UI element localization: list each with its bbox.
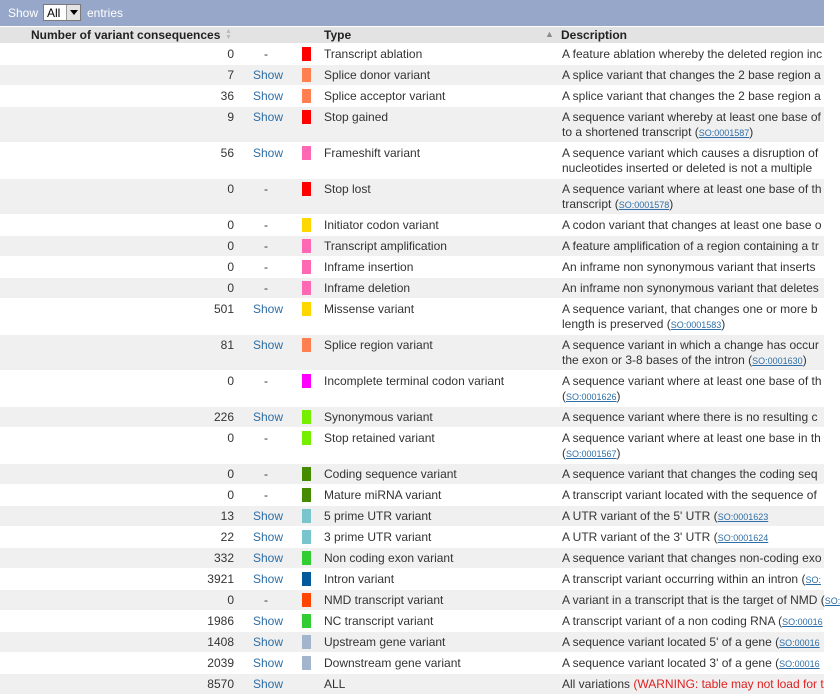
description-text: A sequence variant where there is no resulting c [562,410,818,424]
empty-link-placeholder: - [264,218,268,232]
description-text: A splice variant that changes the 2 base region a [562,89,821,103]
description-text: A feature ablation whereby the deleted region inc [562,47,823,61]
consequence-count: 0 [227,239,234,253]
entries-select[interactable] [43,4,81,21]
show-link[interactable]: Show [253,110,284,124]
description-text: An inframe non synonymous variant that inserts [562,260,816,274]
consequence-count: 501 [213,302,234,316]
so-term-link[interactable]: SO:0001587 [698,128,750,138]
consequence-description: A sequence variant located 3' of a gene (SO:00016 [562,656,820,670]
consequence-color-swatch [302,593,311,607]
table-row [0,569,824,590]
consequence-type: Stop retained variant [324,431,435,445]
show-link[interactable]: Show [253,677,284,691]
description-text: A transcript variant located with the sequence of [562,488,817,502]
consequence-type: Transcript ablation [324,47,423,61]
consequence-description [562,47,822,62]
consequence-color-swatch [302,488,311,502]
empty-link-placeholder: - [264,467,268,481]
table-row [0,590,840,611]
description-text: An inframe non synonymous variant that deletes [562,281,819,295]
consequence-type: Splice acceptor variant [324,89,446,103]
consequence-count: 9 [227,110,234,124]
table-row [0,86,824,107]
consequence-description [562,260,815,275]
consequence-description: A transcript variant of a non coding RNA (SO:00016 [562,614,823,628]
consequence-count: 0 [227,593,234,607]
consequence-count: 332 [213,551,234,565]
empty-link-placeholder: - [264,488,268,502]
show-link[interactable]: Show [253,410,284,424]
empty-link-placeholder: - [264,182,268,196]
header-description[interactable]: Description [561,28,628,42]
description-text: A UTR variant of the 5' UTR [562,509,711,523]
consequence-count: 36 [220,89,234,103]
consequence-count: 81 [220,338,234,352]
consequence-type: Splice donor variant [324,68,431,82]
show-link[interactable]: Show [253,509,284,523]
table-row [0,257,824,278]
sort-ascending-icon[interactable]: ▲ [545,29,554,39]
show-link[interactable]: Show [253,635,284,649]
table-row [0,44,824,65]
header-count[interactable]: Number of variant consequences [31,28,221,42]
so-term-link[interactable]: SO: [824,596,840,606]
consequence-type: Stop gained [324,110,389,124]
so-term-link[interactable]: SO:00016 [779,659,820,669]
description-text: A codon variant that changes at least one base o [562,218,822,232]
consequence-color-swatch [302,338,311,352]
consequence-count: 8570 [207,677,234,691]
show-link[interactable]: Show [253,302,284,316]
table-row [0,674,824,695]
consequence-type: Mature miRNA variant [324,488,442,502]
so-term-link[interactable]: SO:00016 [782,617,823,627]
description-text-continued: transcript [562,197,612,211]
consequence-count: 0 [227,374,234,388]
table-row [0,215,824,236]
consequence-type: 5 prime UTR variant [324,509,432,523]
so-term-link[interactable]: SO:0001567 [566,449,617,459]
show-link[interactable]: Show [253,572,284,586]
show-link[interactable]: Show [253,551,284,565]
description-text-continued: the exon or 3-8 bases of the intron [562,353,745,367]
consequence-color-swatch [302,146,311,160]
consequence-type: Inframe deletion [324,281,411,295]
consequence-color-swatch [302,302,311,316]
description-text: A variant in a transcript that is the target of NMD [562,593,818,607]
table-row [0,632,824,653]
consequence-description [562,239,819,254]
table-row [0,506,824,527]
empty-link-placeholder: - [264,431,268,445]
consequence-description [562,677,824,692]
consequence-count: 0 [227,431,234,445]
consequence-count: 0 [227,47,234,61]
consequence-description: A sequence variant where at least one base in th (SO:0001567) [562,431,821,460]
consequence-color-swatch [302,182,311,196]
description-text: A sequence variant where at least one base of th [562,182,822,196]
consequence-count: 226 [213,410,234,424]
consequence-color-swatch [302,47,311,61]
consequence-count: 0 [227,281,234,295]
table-row [0,407,824,428]
table-row [0,548,824,569]
so-term-link[interactable]: SO: [805,575,821,585]
consequence-description [562,488,817,503]
so-term-link[interactable]: SO:0001583 [670,320,722,330]
consequence-description [562,281,819,296]
consequence-count: 7 [227,68,234,82]
consequence-count: 0 [227,218,234,232]
table-row [0,143,824,179]
so-term-link[interactable]: SO:0001623 [717,512,769,522]
show-link[interactable]: Show [253,614,284,628]
consequence-type: Synonymous variant [324,410,433,424]
consequence-type: NC transcript variant [324,614,434,628]
description-text: A sequence variant located 5' of a gene [562,635,772,649]
consequence-description [562,68,821,83]
consequence-count: 1408 [207,635,234,649]
consequence-type: Missense variant [324,302,415,316]
description-text: All variations [562,677,631,691]
show-link[interactable]: Show [253,146,284,160]
consequence-description [562,551,822,566]
consequence-color-swatch [302,68,311,82]
description-text: A sequence variant that changes non-coding exo [562,551,822,565]
empty-link-placeholder: - [264,593,268,607]
consequence-type: NMD transcript variant [324,593,444,607]
consequence-description: A sequence variant whereby at least one base of to a shortened transcript (SO:0001587) [562,110,821,139]
consequence-color-swatch [302,89,311,103]
consequence-count: 0 [227,182,234,196]
consequence-type: Inframe insertion [324,260,414,274]
consequence-count: 3921 [207,572,234,586]
consequence-color-swatch [302,635,311,649]
description-text: A sequence variant where at least one base in th [562,431,821,445]
sort-both-icon[interactable]: ▲ ▼ [225,28,232,41]
consequence-description: A sequence variant where at least one base of th (SO:0001626) [562,374,822,403]
consequence-color-swatch [302,110,311,124]
table-row [0,485,824,506]
consequence-color-swatch [302,656,311,670]
so-term-link[interactable]: SO:0001626 [566,392,617,402]
consequence-description: A transcript variant occurring within an intron (SO: [562,572,821,586]
consequence-description [562,467,818,482]
consequence-color-swatch [302,467,311,481]
table-row [0,428,824,464]
consequence-color-swatch [302,431,311,445]
consequence-color-swatch [302,614,311,628]
consequence-description [562,218,822,233]
consequence-type: Coding sequence variant [324,467,457,481]
description-text: A transcript variant of a non coding RNA [562,614,775,628]
table-row [0,653,824,674]
consequence-type: Initiator codon variant [324,218,439,232]
empty-link-placeholder: - [264,281,268,295]
consequence-count: 0 [227,260,234,274]
consequence-color-swatch [302,218,311,232]
consequence-type: Intron variant [324,572,395,586]
description-text-continued: nucleotides inserted or deleted is not a multiple [562,161,813,175]
show-link[interactable]: Show [253,68,284,82]
entries-select-value: All [47,6,61,20]
show-link[interactable]: Show [253,656,284,670]
consequence-description: A sequence variant in which a change has occur the exon or 3-8 bases of the intron (SO:0001630) [562,338,819,367]
description-text: A sequence variant where at least one base of th [562,374,822,388]
consequence-type: Incomplete terminal codon variant [324,374,505,388]
table-row [0,335,824,371]
description-text-continued: length is preserved [562,317,664,331]
consequence-color-swatch [302,551,311,565]
show-link[interactable]: Show [253,338,284,352]
so-term-link[interactable]: SO:00016 [779,638,820,648]
description-text: A feature amplification of a region containing a tr [562,239,819,253]
table-row [0,527,824,548]
consequence-color-swatch [302,530,311,544]
consequence-type: Downstream gene variant [324,656,461,670]
show-link[interactable]: Show [253,89,284,103]
description-text: A sequence variant whereby at least one base of [562,110,821,124]
consequence-color-swatch [302,260,311,274]
consequence-color-swatch [302,239,311,253]
so-term-link[interactable]: SO:0001624 [717,533,769,543]
description-text: A sequence variant, that changes one or more b [562,302,818,316]
table-row [0,278,824,299]
table-row [0,236,824,257]
consequence-type: Upstream gene variant [324,635,446,649]
table-row [0,371,824,407]
consequence-count: 0 [227,488,234,502]
consequence-description: A UTR variant of the 5' UTR (SO:0001623 [562,509,769,523]
description-text: A sequence variant located 3' of a gene [562,656,772,670]
length-suffix-label: entries [87,6,124,20]
table-row [0,611,824,632]
empty-link-placeholder: - [264,260,268,274]
table-row [0,179,824,215]
so-term-link[interactable]: SO:0001630 [752,356,803,366]
consequence-count: 22 [220,530,234,544]
table-length-bar [0,0,824,26]
consequence-type: Stop lost [324,182,371,196]
warning-text: (WARNING: table may not load for t [633,677,824,691]
consequence-type: ALL [324,677,346,691]
description-text: A sequence variant which causes a disruption of [562,146,819,160]
empty-link-placeholder: - [264,374,268,388]
show-link[interactable]: Show [253,530,284,544]
table-row [0,65,824,86]
consequence-color-swatch [302,374,311,388]
consequence-color-swatch [302,281,311,295]
consequence-type: Frameshift variant [324,146,421,160]
so-term-link[interactable]: SO:0001578 [618,200,670,210]
description-text: A sequence variant in which a change has occur [562,338,819,352]
empty-link-placeholder: - [264,239,268,253]
consequence-count: 2039 [207,656,234,670]
consequence-description: A variant in a transcript that is the target of NMD (SO: [562,593,840,607]
consequence-description: A sequence variant, that changes one or more b length is preserved (SO:0001583) [562,302,818,331]
consequence-color-swatch [302,509,311,523]
description-text: A UTR variant of the 3' UTR [562,530,711,544]
consequence-count: 56 [220,146,234,160]
table-row [0,299,824,335]
description-text: A splice variant that changes the 2 base region a [562,68,821,82]
length-prefix-label: Show [8,6,39,20]
consequence-color-swatch [302,410,311,424]
consequence-description [562,410,817,425]
consequence-description [562,89,821,104]
consequence-count: 1986 [207,614,234,628]
description-text: A transcript variant occurring within an intron [562,572,799,586]
description-text-continued: to a shortened transcript [562,125,692,139]
description-text: A sequence variant that changes the coding seq [562,467,818,481]
consequence-description: A sequence variant where at least one base of th transcript (SO:0001578) [562,182,822,211]
table-row [0,464,824,485]
empty-link-placeholder: - [264,47,268,61]
consequence-description [562,146,818,176]
consequence-description: A UTR variant of the 3' UTR (SO:0001624 [562,530,769,544]
consequence-type: 3 prime UTR variant [324,530,432,544]
consequence-color-swatch [302,572,311,586]
consequence-description: A sequence variant located 5' of a gene (SO:00016 [562,635,820,649]
header-type[interactable]: Type [324,28,352,42]
chevron-down-icon[interactable] [66,5,80,20]
consequence-count: 0 [227,467,234,481]
consequence-type: Non coding exon variant [324,551,454,565]
consequence-count: 13 [220,509,234,523]
consequence-type: Transcript amplification [324,239,447,253]
consequence-type: Splice region variant [324,338,433,352]
table-header [0,27,824,43]
table-row [0,107,824,143]
